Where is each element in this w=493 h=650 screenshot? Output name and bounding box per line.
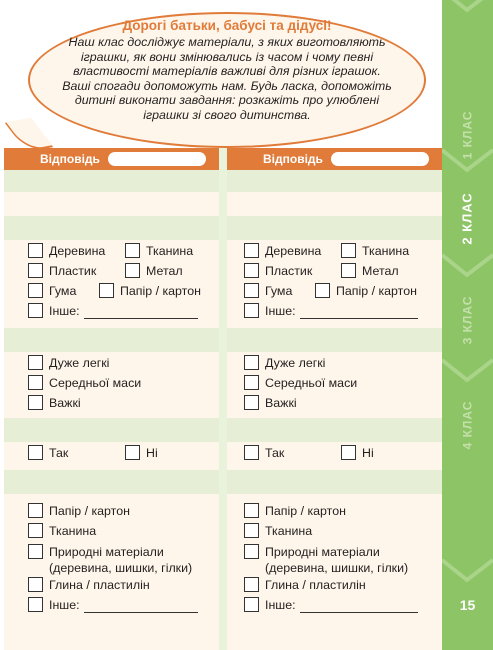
- checkbox[interactable]: [244, 503, 259, 518]
- stripe: [4, 216, 219, 240]
- checkbox[interactable]: [28, 597, 43, 612]
- letter-body: Наш клас досліджує матеріали, з яких виготовляють іграшки, як вони змінювались із часом і чому певні властивості матеріалів важливі для різних іграшок. Ваші спогади допоможуть нам. Будь ласка, допоможіть дитині виконати завдання: розкажіть про улюблені іграшки зі свого дитинства.: [62, 35, 392, 122]
- option-paper-cardboard-2[interactable]: Папір / картон: [28, 504, 130, 519]
- checkbox[interactable]: [28, 395, 43, 410]
- option-clay[interactable]: Глина / пластилін: [28, 578, 150, 593]
- option-other[interactable]: Інше:: [244, 304, 418, 319]
- option-fabric[interactable]: Тканина: [341, 244, 409, 259]
- checkbox[interactable]: [244, 597, 259, 612]
- other-line[interactable]: [84, 603, 198, 613]
- option-wood[interactable]: Деревина: [244, 244, 321, 259]
- checkbox[interactable]: [125, 445, 140, 460]
- answer-column-right: [227, 148, 442, 650]
- stripe: [227, 216, 442, 240]
- checkbox[interactable]: [244, 243, 259, 258]
- option-other-2[interactable]: Інше:: [244, 598, 418, 613]
- stripe: [4, 170, 219, 192]
- answer-header: [4, 148, 219, 170]
- checkbox[interactable]: [341, 243, 356, 258]
- option-paper-cardboard-2[interactable]: Папір / картон: [244, 504, 346, 519]
- grade-sidebar: [442, 0, 493, 650]
- option-yes[interactable]: Так: [244, 446, 284, 461]
- answer-label: Відповідь: [263, 152, 323, 166]
- answer-name-field[interactable]: [331, 152, 429, 166]
- option-fabric-2[interactable]: Тканина: [28, 524, 96, 539]
- checkbox[interactable]: [244, 375, 259, 390]
- checkbox[interactable]: [244, 395, 259, 410]
- checkbox[interactable]: [28, 263, 43, 278]
- option-metal[interactable]: Метал: [341, 264, 399, 279]
- option-fabric-2[interactable]: Тканина: [244, 524, 312, 539]
- checkbox[interactable]: [244, 445, 259, 460]
- option-natural-detail: (деревина, шишки, гілки): [265, 561, 409, 575]
- option-rubber[interactable]: Гума: [244, 284, 292, 299]
- checkbox[interactable]: [341, 263, 356, 278]
- checkbox[interactable]: [244, 577, 259, 592]
- option-plastic[interactable]: Пластик: [28, 264, 96, 279]
- grade-2-label[interactable]: 2 КЛАС: [460, 191, 476, 245]
- stripe: [4, 328, 219, 352]
- answer-name-field[interactable]: [108, 152, 206, 166]
- checkbox[interactable]: [28, 375, 43, 390]
- checkbox[interactable]: [28, 503, 43, 518]
- option-other[interactable]: Інше:: [28, 304, 198, 319]
- option-no[interactable]: Ні: [341, 446, 374, 461]
- option-natural[interactable]: Природні матеріали: [28, 545, 164, 560]
- answer-label: Відповідь: [40, 152, 100, 166]
- other-line[interactable]: [300, 603, 418, 613]
- answer-header: [227, 148, 442, 170]
- checkbox[interactable]: [28, 445, 43, 460]
- option-yes[interactable]: Так: [28, 446, 68, 461]
- option-clay[interactable]: Глина / пластилін: [244, 578, 366, 593]
- option-metal[interactable]: Метал: [125, 264, 183, 279]
- grade-4-label[interactable]: 4 КЛАС: [460, 400, 475, 450]
- option-medium-weight[interactable]: Середньої маси: [28, 376, 141, 391]
- option-very-light[interactable]: Дуже легкі: [28, 356, 109, 371]
- checkbox[interactable]: [28, 523, 43, 538]
- checkbox[interactable]: [99, 283, 114, 298]
- option-paper-cardboard[interactable]: Папір / картон: [315, 284, 417, 299]
- checkbox[interactable]: [244, 355, 259, 370]
- stripe: [4, 470, 219, 494]
- checkbox[interactable]: [315, 283, 330, 298]
- stripe: [227, 170, 442, 192]
- option-very-light[interactable]: Дуже легкі: [244, 356, 325, 371]
- checkbox[interactable]: [341, 445, 356, 460]
- stripe: [227, 328, 442, 352]
- checkbox[interactable]: [28, 544, 43, 559]
- option-no[interactable]: Ні: [125, 446, 158, 461]
- checkbox[interactable]: [28, 303, 43, 318]
- option-fabric[interactable]: Тканина: [125, 244, 193, 259]
- column-divider: [219, 148, 227, 650]
- option-plastic[interactable]: Пластик: [244, 264, 312, 279]
- checkbox[interactable]: [28, 283, 43, 298]
- other-line[interactable]: [300, 309, 418, 319]
- letter-title: Дорогі батьки, бабусі та дідусі!: [122, 18, 332, 33]
- option-wood[interactable]: Деревина: [28, 244, 105, 259]
- option-heavy[interactable]: Важкі: [244, 396, 297, 411]
- option-other-2[interactable]: Інше:: [28, 598, 198, 613]
- stripe: [227, 418, 442, 442]
- checkbox[interactable]: [125, 243, 140, 258]
- other-line[interactable]: [84, 309, 198, 319]
- option-heavy[interactable]: Важкі: [28, 396, 81, 411]
- option-paper-cardboard[interactable]: Папір / картон: [99, 284, 201, 299]
- checkbox[interactable]: [28, 355, 43, 370]
- checkbox[interactable]: [244, 523, 259, 538]
- checkbox[interactable]: [244, 283, 259, 298]
- option-natural-detail: (деревина, шишки, гілки): [49, 561, 193, 575]
- page-number: 15: [459, 597, 476, 613]
- answer-column-left: [4, 148, 219, 650]
- grade-1-label[interactable]: 1 КЛАС: [460, 110, 475, 160]
- stripe: [4, 418, 219, 442]
- checkbox[interactable]: [244, 263, 259, 278]
- grade-3-label[interactable]: 3 КЛАС: [460, 295, 475, 345]
- option-rubber[interactable]: Гума: [28, 284, 76, 299]
- checkbox[interactable]: [28, 243, 43, 258]
- option-natural[interactable]: Природні матеріали: [244, 545, 380, 560]
- stripe: [227, 470, 442, 494]
- checkbox[interactable]: [125, 263, 140, 278]
- checkbox[interactable]: [244, 303, 259, 318]
- option-medium-weight[interactable]: Середньої маси: [244, 376, 357, 391]
- checkbox[interactable]: [244, 544, 259, 559]
- checkbox[interactable]: [28, 577, 43, 592]
